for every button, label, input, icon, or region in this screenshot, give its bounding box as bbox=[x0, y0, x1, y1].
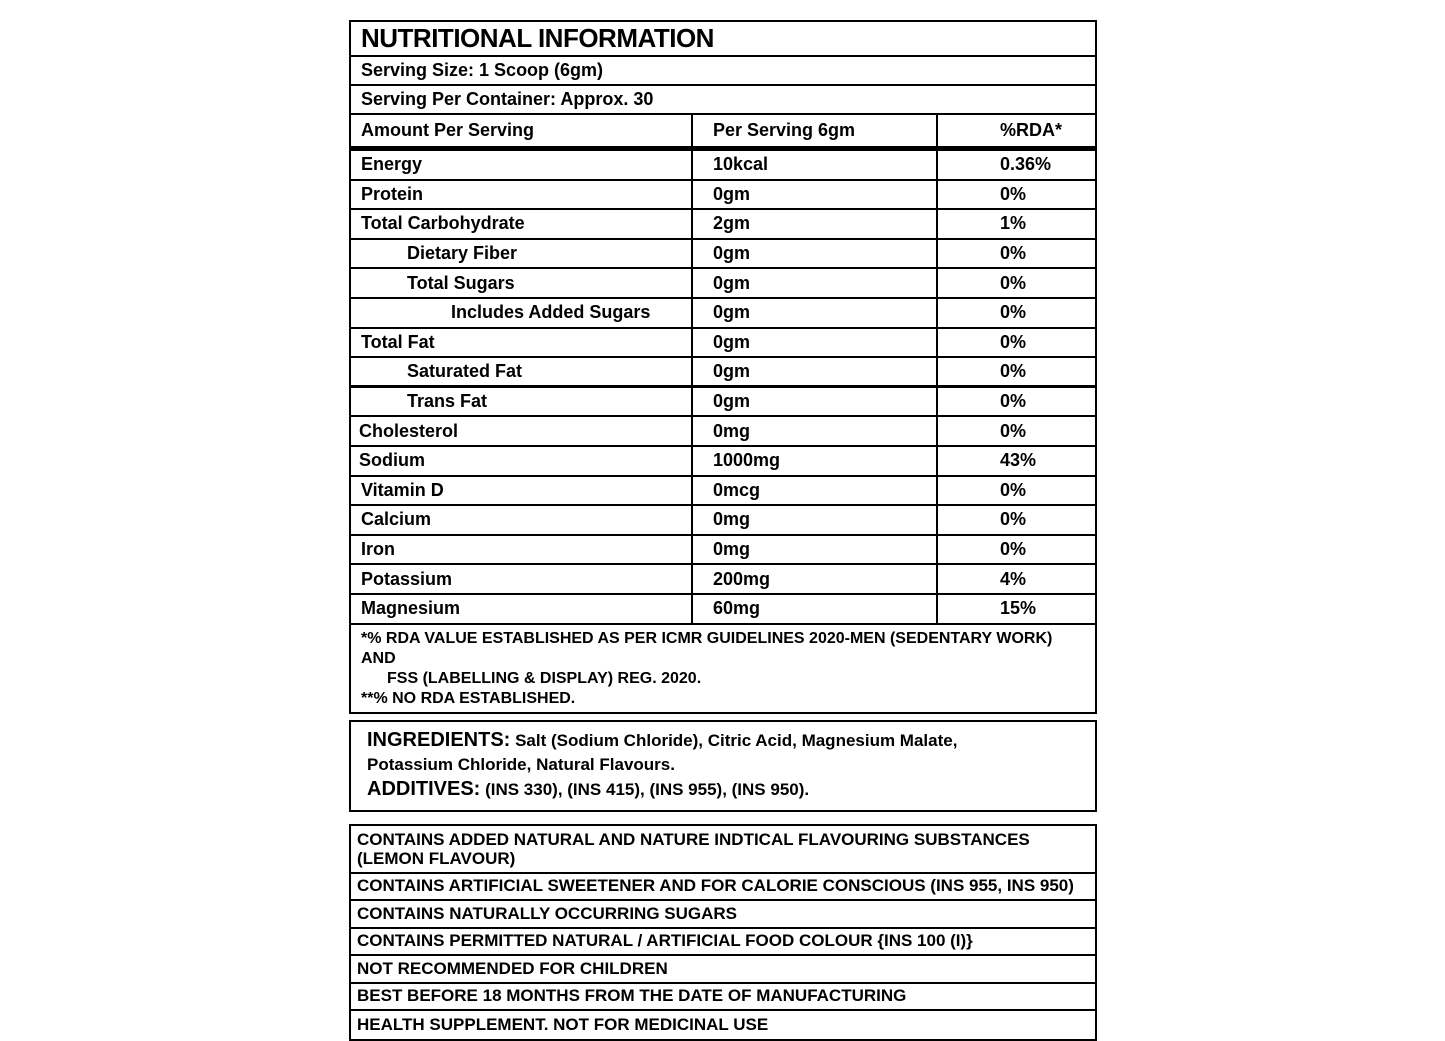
header-amount-per-serving: Amount Per Serving bbox=[351, 115, 693, 146]
footnote-line: **% NO RDA ESTABLISHED. bbox=[361, 689, 576, 707]
table-row bbox=[351, 151, 1095, 181]
statement-line: (LEMON FLAVOUR) bbox=[357, 848, 516, 868]
serving-size: Serving Size: 1 Scoop (6gm) bbox=[351, 57, 1095, 86]
table-row bbox=[351, 181, 1095, 211]
nutrient-amount: 0mcg bbox=[693, 477, 938, 505]
rda-footnote bbox=[351, 625, 1095, 712]
table-row bbox=[351, 329, 1095, 359]
nutrient-amount: 0gm bbox=[693, 181, 938, 209]
statement-line: CONTAINS ADDED NATURAL AND NATURE INDTICAL FLAVOURING SUBSTANCES bbox=[357, 829, 1030, 849]
header-rda: %RDA* bbox=[1000, 120, 1063, 140]
table-row bbox=[351, 299, 1095, 329]
nutrient-amount: 2gm bbox=[693, 210, 938, 238]
statement-sweetener: CONTAINS ARTIFICIAL SWEETENER AND FOR CALORIE CONSCIOUS (INS 955, INS 950) bbox=[351, 874, 1095, 902]
nutrient-name: Total Sugars bbox=[351, 269, 693, 297]
ingredients-text: Salt (Sodium Chloride), Citric Acid, Magnesium Malate, bbox=[510, 730, 958, 750]
statement-flavour bbox=[351, 826, 1095, 874]
nutrient-amount: 0gm bbox=[693, 269, 938, 297]
nutrient-amount: 0mg bbox=[693, 506, 938, 534]
nutrient-rda: 0% bbox=[1000, 420, 1027, 441]
nutrient-amount: 1000mg bbox=[693, 447, 938, 475]
nutrient-name: Magnesium bbox=[351, 595, 693, 623]
ingredients-line: Potassium Chloride, Natural Flavours. bbox=[367, 754, 675, 774]
nutrient-rda: 0% bbox=[1000, 509, 1027, 530]
nutrient-rda: 15% bbox=[1000, 598, 1037, 619]
ingredients-box bbox=[349, 720, 1097, 812]
statements-box bbox=[349, 824, 1097, 1041]
nutrient-rda: 0% bbox=[1000, 331, 1027, 352]
footnote-line: FSS (LABELLING & DISPLAY) REG. 2020. bbox=[387, 669, 702, 687]
nutrient-amount: 0gm bbox=[693, 240, 938, 268]
table-row bbox=[351, 388, 1095, 418]
nutrient-amount: 10kcal bbox=[693, 151, 938, 179]
additives-heading: ADDITIVES: bbox=[367, 777, 481, 800]
nutrient-rda: 4% bbox=[1000, 568, 1027, 589]
nutrient-rda: 43% bbox=[1000, 450, 1037, 471]
nutrient-name: Dietary Fiber bbox=[351, 240, 693, 268]
ingredients-line bbox=[367, 728, 1079, 753]
nutrient-rda: 0% bbox=[1000, 360, 1027, 381]
table-row bbox=[351, 210, 1095, 240]
nutrient-amount: 0mg bbox=[693, 536, 938, 564]
servings-per-container: Serving Per Container: Approx. 30 bbox=[351, 86, 1095, 115]
nutrient-amount: 200mg bbox=[693, 565, 938, 593]
statement-sugars: CONTAINS NATURALLY OCCURRING SUGARS bbox=[351, 901, 1095, 929]
nutrient-name: Calcium bbox=[351, 506, 693, 534]
table-header-row bbox=[351, 115, 1095, 151]
nutrient-rda: 0.36% bbox=[1000, 154, 1052, 175]
nutrient-rda: 0% bbox=[1000, 243, 1027, 264]
table-row bbox=[351, 447, 1095, 477]
nutrient-amount: 0gm bbox=[693, 388, 938, 416]
nutrient-rda: 0% bbox=[1000, 479, 1027, 500]
header-per-serving: Per Serving 6gm bbox=[693, 115, 938, 146]
nutrient-rda: 0% bbox=[1000, 183, 1027, 204]
table-row bbox=[351, 269, 1095, 299]
statement-health: HEALTH SUPPLEMENT. NOT FOR MEDICINAL USE bbox=[357, 1014, 769, 1034]
nutrient-name: Total Carbohydrate bbox=[351, 210, 693, 238]
table-row bbox=[351, 417, 1095, 447]
nutrient-name: Total Fat bbox=[351, 329, 693, 357]
table-row bbox=[351, 358, 1095, 388]
nutrient-name: Energy bbox=[351, 151, 693, 179]
table-row bbox=[351, 477, 1095, 507]
nutrient-name: Cholesterol bbox=[351, 417, 693, 445]
additives-line bbox=[367, 777, 1079, 802]
nutrient-name: Potassium bbox=[351, 565, 693, 593]
nutrient-name: Iron bbox=[351, 536, 693, 564]
product-label bbox=[349, 20, 1097, 1041]
nutrient-amount: 0gm bbox=[693, 329, 938, 357]
nutrient-rda: 1% bbox=[1000, 213, 1027, 234]
statement-best-before: BEST BEFORE 18 MONTHS FROM THE DATE OF MANUFACTURING bbox=[351, 984, 1095, 1012]
additives-text: (INS 330), (INS 415), (INS 955), (INS 950). bbox=[480, 779, 810, 799]
nutrient-amount: 0gm bbox=[693, 299, 938, 327]
nutrient-amount: 60mg bbox=[693, 595, 938, 623]
table-row bbox=[351, 595, 1095, 625]
nutrient-name: Saturated Fat bbox=[351, 358, 693, 385]
table-row bbox=[351, 536, 1095, 566]
table-row bbox=[351, 565, 1095, 595]
statement-children: NOT RECOMMENDED FOR CHILDREN bbox=[351, 956, 1095, 984]
nutrient-amount: 0gm bbox=[693, 358, 938, 385]
table-row bbox=[351, 506, 1095, 536]
nutrient-rda: 0% bbox=[1000, 302, 1027, 323]
nutrient-rda: 0% bbox=[1000, 391, 1027, 412]
nutrient-rda: 0% bbox=[1000, 539, 1027, 560]
nutrient-rda: 0% bbox=[1000, 272, 1027, 293]
table-row bbox=[351, 240, 1095, 270]
ingredients-heading: INGREDIENTS: bbox=[367, 728, 511, 751]
nutrient-name: Vitamin D bbox=[351, 477, 693, 505]
statement-colour: CONTAINS PERMITTED NATURAL / ARTIFICIAL FOOD COLOUR {INS 100 (I)} bbox=[351, 929, 1095, 957]
nutrient-amount: 0mg bbox=[693, 417, 938, 445]
nutrition-title: NUTRITIONAL INFORMATION bbox=[351, 22, 1095, 57]
nutrient-name: Trans Fat bbox=[351, 388, 693, 416]
nutrition-table bbox=[349, 20, 1097, 714]
nutrient-name: Sodium bbox=[351, 447, 693, 475]
nutrient-name: Includes Added Sugars bbox=[351, 299, 693, 327]
nutrient-name: Protein bbox=[351, 181, 693, 209]
footnote-line: *% RDA VALUE ESTABLISHED AS PER ICMR GUIDELINES 2020-MEN (SEDENTARY WORK) AND bbox=[361, 629, 1053, 667]
